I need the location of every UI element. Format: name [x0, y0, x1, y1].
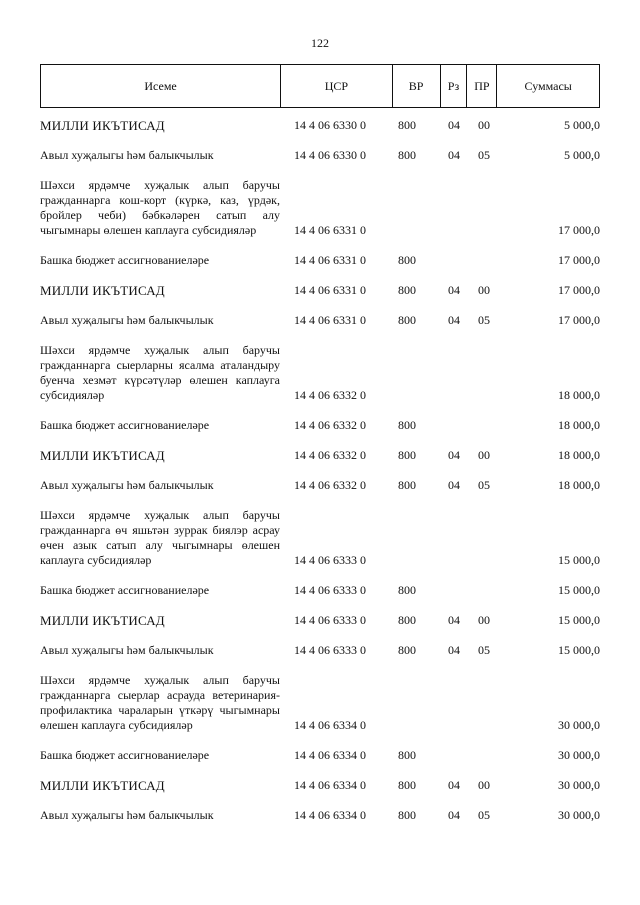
row-sum: 30 000,0 — [558, 718, 600, 732]
row-pr: 05 — [478, 148, 490, 162]
row-csr: 14 4 06 6333 0 — [294, 553, 366, 567]
row-name: Башка бюджет ассигнованиеләре — [40, 583, 210, 597]
row-csr: 14 4 06 6332 0 — [294, 418, 366, 432]
table-body — [40, 118, 600, 838]
row-vr: 800 — [398, 148, 416, 162]
row-vr: 800 — [398, 613, 416, 627]
row-csr: 14 4 06 6332 0 — [294, 448, 366, 462]
row-vr: 800 — [398, 118, 416, 132]
row-name: Башка бюджет ассигнованиеләре — [40, 748, 210, 762]
row-sum: 30 000,0 — [558, 808, 600, 822]
row-vr: 800 — [398, 418, 416, 432]
row-csr: 14 4 06 6330 0 — [294, 148, 366, 162]
row-sum: 30 000,0 — [558, 778, 600, 792]
page-number: 122 — [311, 36, 329, 50]
header-csr: ЦСР — [281, 65, 393, 107]
row-sum: 15 000,0 — [558, 613, 600, 627]
row-name: Шәхси ярдәмче хуҗалык алып баручы гражданнарга сыерлар асрауда ветеринария-профилактика чараларын үткәрү чыгымнары өлешен каплауга субсидияләр — [40, 673, 280, 732]
row-sum: 15 000,0 — [558, 643, 600, 657]
row-sum: 5 000,0 — [564, 148, 600, 162]
row-name: МИЛЛИ ИКЪТИСАД — [40, 283, 165, 298]
header-sum: Суммасы — [524, 78, 572, 93]
row-csr: 14 4 06 6330 0 — [294, 118, 366, 132]
row-pr: 05 — [478, 313, 490, 327]
row-name: МИЛЛИ ИКЪТИСАД — [40, 118, 165, 133]
table-row — [40, 418, 600, 433]
row-vr: 800 — [398, 253, 416, 267]
row-pr: 05 — [478, 478, 490, 492]
row-sum: 5 000,0 — [564, 118, 600, 132]
row-name: Авыл хуҗалыгы һәм балыкчылык — [40, 313, 214, 327]
row-rz: 04 — [448, 148, 460, 162]
row-vr: 800 — [398, 808, 416, 822]
row-vr: 800 — [398, 583, 416, 597]
table-row — [40, 508, 600, 568]
row-sum: 17 000,0 — [558, 223, 600, 237]
header-rz: Рз — [441, 65, 468, 107]
row-sum: 18 000,0 — [558, 418, 600, 432]
row-name: Авыл хуҗалыгы һәм балыкчылык — [40, 478, 214, 492]
row-csr: 14 4 06 6333 0 — [294, 613, 366, 627]
row-sum: 17 000,0 — [558, 253, 600, 267]
row-sum: 17 000,0 — [558, 313, 600, 327]
row-csr: 14 4 06 6331 0 — [294, 313, 366, 327]
row-sum: 15 000,0 — [558, 553, 600, 567]
row-vr: 800 — [398, 448, 416, 462]
row-rz: 04 — [448, 478, 460, 492]
table-row — [40, 178, 600, 238]
row-name: Авыл хуҗалыгы һәм балыкчылык — [40, 643, 214, 657]
row-csr: 14 4 06 6331 0 — [294, 283, 366, 297]
table-row — [40, 748, 600, 763]
row-csr: 14 4 06 6331 0 — [294, 253, 366, 267]
row-rz: 04 — [448, 778, 460, 792]
row-rz: 04 — [448, 643, 460, 657]
row-vr: 800 — [398, 778, 416, 792]
table-row — [40, 583, 600, 598]
row-rz: 04 — [448, 283, 460, 297]
table-row — [40, 118, 600, 133]
row-rz: 04 — [448, 118, 460, 132]
row-csr: 14 4 06 6331 0 — [294, 223, 366, 237]
row-csr: 14 4 06 6334 0 — [294, 808, 366, 822]
table-header — [40, 64, 600, 108]
row-name: МИЛЛИ ИКЪТИСАД — [40, 613, 165, 628]
row-name: Шәхси ярдәмче хуҗалык алып баручы гражданнарга кош-корт (күркә, каз, үрдәк, бройлер чеби) бәбкәләрен сатып алу чыгымнары өлешен каплауга субсидияләр — [40, 178, 280, 237]
header-vr: ВР — [393, 65, 441, 107]
row-pr: 00 — [478, 448, 490, 462]
table-row — [40, 343, 600, 403]
row-csr: 14 4 06 6332 0 — [294, 478, 366, 492]
row-rz: 04 — [448, 808, 460, 822]
row-name: Шәхси ярдәмче хуҗалык алып баручы гражданнарга сыерларны ясалма аталандыру буенча хезмәт күрсәтүләр өлешен каплауга субсидияләр — [40, 343, 280, 402]
table-row — [40, 613, 600, 628]
row-name: Башка бюджет ассигнованиеләре — [40, 253, 210, 267]
table-row — [40, 673, 600, 733]
row-name: МИЛЛИ ИКЪТИСАД — [40, 448, 165, 463]
row-rz: 04 — [448, 313, 460, 327]
row-csr: 14 4 06 6333 0 — [294, 643, 366, 657]
table-row — [40, 253, 600, 268]
row-csr: 14 4 06 6332 0 — [294, 388, 366, 402]
table-row — [40, 448, 600, 463]
row-pr: 00 — [478, 283, 490, 297]
row-csr: 14 4 06 6334 0 — [294, 778, 366, 792]
table-row — [40, 778, 600, 793]
row-vr: 800 — [398, 748, 416, 762]
row-vr: 800 — [398, 478, 416, 492]
row-sum: 18 000,0 — [558, 478, 600, 492]
table-row — [40, 148, 600, 163]
row-vr: 800 — [398, 643, 416, 657]
row-csr: 14 4 06 6333 0 — [294, 583, 366, 597]
row-rz: 04 — [448, 448, 460, 462]
row-pr: 00 — [478, 118, 490, 132]
table-row — [40, 313, 600, 328]
row-name: Башка бюджет ассигнованиеләре — [40, 418, 210, 432]
row-sum: 30 000,0 — [558, 748, 600, 762]
table-row — [40, 478, 600, 493]
row-sum: 18 000,0 — [558, 448, 600, 462]
row-name: Авыл хуҗалыгы һәм балыкчылык — [40, 808, 214, 822]
row-pr: 05 — [478, 808, 490, 822]
table-row — [40, 643, 600, 658]
row-pr: 00 — [478, 613, 490, 627]
row-vr: 800 — [398, 283, 416, 297]
row-name: Шәхси ярдәмче хуҗалык алып баручы гражданнарга өч яшьтән зуррак биялэр асрау өчен азык сатып алу чыгымнары өлешен каплауга субсидияләр — [40, 508, 280, 567]
row-name: Авыл хуҗалыгы һәм балыкчылык — [40, 148, 214, 162]
row-csr: 14 4 06 6334 0 — [294, 718, 366, 732]
table-row — [40, 283, 600, 298]
header-name: Исеме — [41, 65, 281, 107]
row-pr: 00 — [478, 778, 490, 792]
header-pr: ПР — [467, 65, 497, 107]
row-sum: 15 000,0 — [558, 583, 600, 597]
row-vr: 800 — [398, 313, 416, 327]
row-name: МИЛЛИ ИКЪТИСАД — [40, 778, 165, 793]
table-row — [40, 808, 600, 823]
row-rz: 04 — [448, 613, 460, 627]
row-sum: 17 000,0 — [558, 283, 600, 297]
row-pr: 05 — [478, 643, 490, 657]
row-sum: 18 000,0 — [558, 388, 600, 402]
row-csr: 14 4 06 6334 0 — [294, 748, 366, 762]
